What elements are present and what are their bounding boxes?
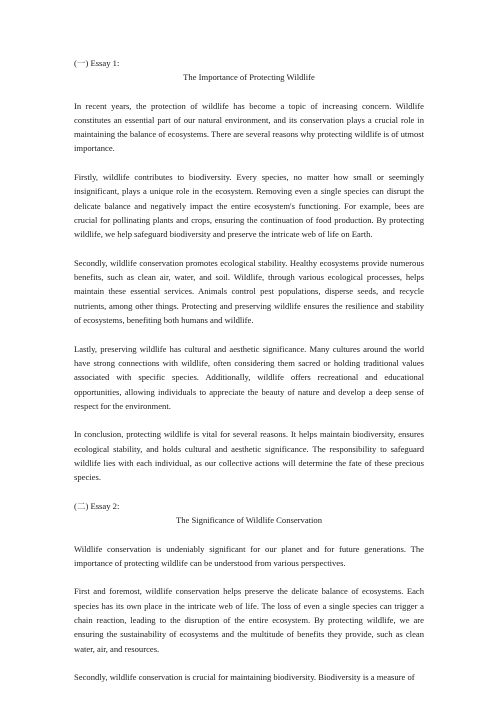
essay-1-paragraph: In recent years, the protection of wildlife has become a topic of increasing concern. Wildlife constitutes an essential part of our natural environment, and its conservation plays a crucial role in maintaining the balance of ecosystems. There are several reasons why protecting wildlife is of utmost importance. [74, 100, 424, 154]
essay-1-paragraph: In conclusion, protecting wildlife is vital for several reasons. It helps maintain biodiversity, ensures ecological stability, and holds cultural and aesthetic significance. The responsibility to safeguard wildlife lies with each individual, as our collective actions will determine the fate of these precious species. [74, 429, 424, 483]
essay-1-label: (一) Essay 1: [74, 58, 120, 68]
document-page [74, 56, 424, 684]
essay-1-paragraph: Secondly, wildlife conservation promotes ecological stability. Healthy ecosystems provide numerous benefits, such as clean air, water, and soil. Wildlife, through various ecological processes, helps maintain these essential services. Animals control pest populations, disperse seeds, and recycle nutrients, among other things. Protecting and preserving wildlife ensures the resilience and stability of ecosystems, benefiting both humans and wildlife. [74, 257, 424, 326]
essay-2-paragraph: Secondly, wildlife conservation is crucial for maintaining biodiversity. Biodiversity is a measure of [74, 672, 415, 683]
essay-2-title: The Significance of Wildlife Conservation [175, 515, 323, 526]
essay-1-title: The Importance of Protecting Wildlife [183, 72, 315, 83]
essay-2-paragraph: Wildlife conservation is undeniably significant for our planet and for future generations. The importance of protecting wildlife can be understood from various perspectives. [74, 543, 424, 568]
essay-2-paragraph: First and foremost, wildlife conservation helps preserve the delicate balance of ecosystems. Each species has its own place in the intricate web of life. The loss of even a single species can trigger a chain reaction, leading to the disruption of the entire ecosystem. By protecting wildlife, we are ensuring the sustainability of ecosystems and the multitude of benefits they provide, such as clean water, air, and resources. [74, 586, 424, 654]
essay-2-label: (二) Essay 2: [74, 500, 120, 511]
essay-2 [74, 499, 424, 685]
essay-1-paragraph: Firstly, wildlife contributes to biodiversity. Every species, no matter how small or seemingly insignificant, plays a unique role in the ecosystem. Removing even a single species can disrupt the delicate balance and negatively impact the entire ecosystem's functioning. For example, bees are crucial for pollinating plants and crops, ensuring the continuation of food production. By protecting wildlife, we help safeguard biodiversity and preserve the intricate web of life on Earth. [74, 172, 424, 240]
essay-1 [74, 56, 424, 485]
essay-1-paragraph: Lastly, preserving wildlife has cultural and aesthetic significance. Many cultures around the world have strong connections with wildlife, often considering them sacred or holding traditional values associated with specific species. Additionally, wildlife offers recreational and educational opportunities, allowing individuals to appreciate the beauty of nature and develop a deep sense of respect for the environment. [74, 343, 424, 411]
